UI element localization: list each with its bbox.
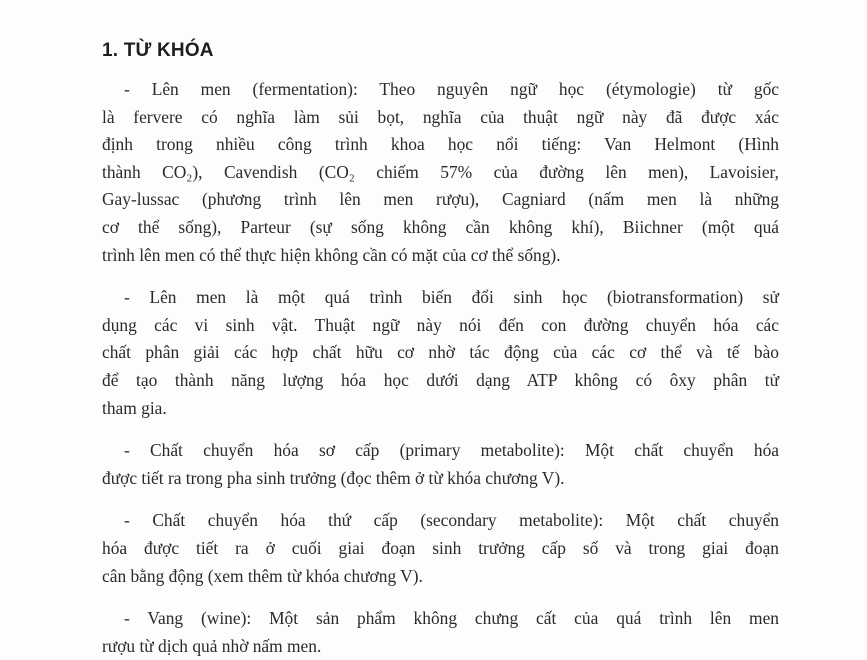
paragraph-fermentation <box>102 76 779 269</box>
paragraph-line: rượu từ dịch quả nhờ nấm men. <box>102 635 322 656</box>
paragraph-line: - Lên men (fermentation): Theo nguyên ngữ học (étymologie) từ gốc <box>124 79 779 99</box>
section-title: 1. TỪ KHÓA <box>102 40 214 61</box>
paragraph-line: là fervere có nghĩa làm sủi bọt, nghĩa của thuật ngữ này đã được xác <box>102 106 779 127</box>
paragraph-line: được tiết ra trong pha sinh trưởng (đọc thêm ở từ khóa chương V). <box>102 467 565 488</box>
paragraph-line: để tạo thành năng lượng hóa học dưới dạng ATP không có ôxy phân tử <box>102 369 779 390</box>
paragraph-line: dụng các vi sinh vật. Thuật ngữ này nói đến con đường chuyển hóa các <box>102 314 779 335</box>
paragraph-line: hóa được tiết ra ở cuối giai đoạn sinh trưởng cấp số và trong giai đoạn <box>102 537 779 558</box>
document-body <box>102 76 779 660</box>
paragraph-line: chất phân giải các hợp chất hữu cơ nhờ tác động của các cơ thể và tế bào <box>102 342 779 363</box>
paragraph-line: trình lên men có thể thực hiện không cần có mặt của cơ thể sống). <box>102 244 561 265</box>
paragraph-line: - Chất chuyển hóa sơ cấp (primary metabolite): Một chất chuyển hóa <box>124 440 779 461</box>
paragraph-line: định trong nhiều công trình khoa học nổi tiếng: Van Helmont (Hình <box>102 134 779 155</box>
paragraph-line: thành CO₂), Cavendish (CO₂ chiếm 57% của đường lên men), Lavoisier, <box>102 161 779 182</box>
paragraph-primary-metabolite <box>102 437 779 492</box>
paragraph-line: - Chất chuyển hóa thứ cấp (secondary metabolite): Một chất chuyển <box>124 510 779 531</box>
paragraph-line: tham gia. <box>102 397 167 418</box>
paragraph-line: cân bằng động (xem thêm từ khóa chương V). <box>102 565 423 586</box>
paragraph-wine <box>102 605 779 660</box>
paragraph-line: - Lên men là một quá trình biến đổi sinh học (biotransformation) sử <box>124 287 779 308</box>
paragraph-biotransformation <box>102 284 779 422</box>
paragraph-secondary-metabolite <box>102 507 779 590</box>
paragraph-line: Gay-lussac (phương trình lên men rượu), Cagniard (nấm men là những <box>102 189 779 210</box>
paragraph-line: - Vang (wine): Một sản phẩm không chưng cất của quá trình lên men <box>124 608 779 629</box>
paragraph-line: cơ thể sống), Parteur (sự sống không cần không khí), Biichner (một quá <box>102 216 779 237</box>
